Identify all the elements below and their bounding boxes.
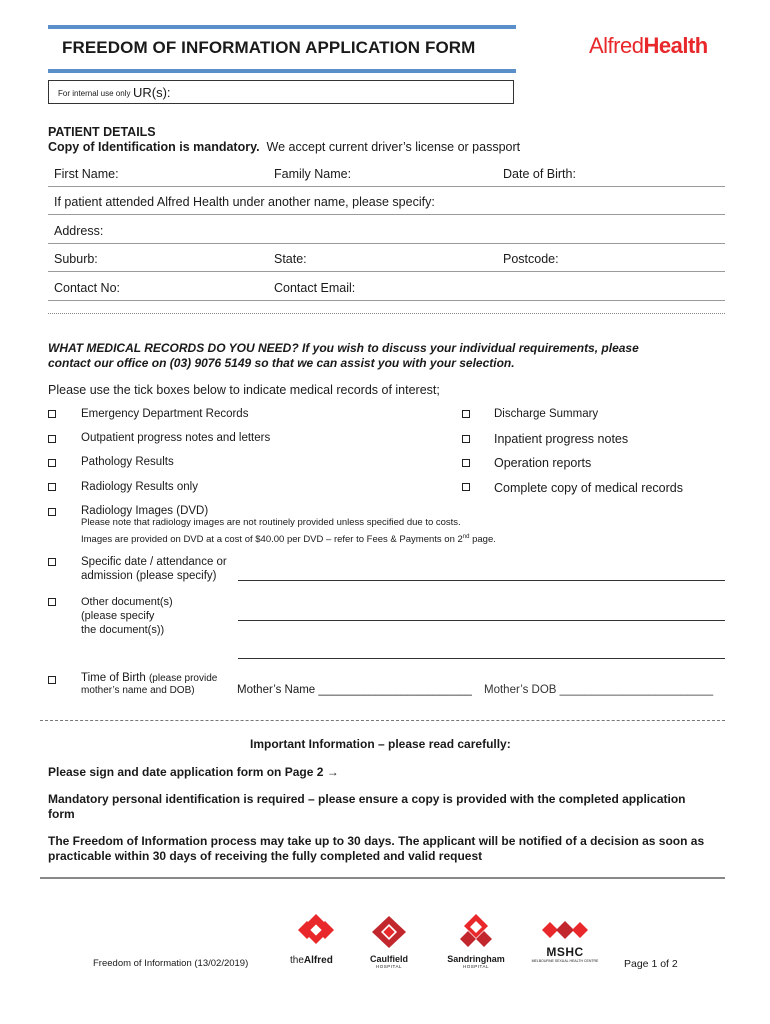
- id-requirement: [48, 140, 520, 154]
- mshc-logo: [530, 918, 600, 963]
- option-complete-copy: Complete copy of medical records: [494, 481, 683, 495]
- mandatory-id-text: [48, 792, 738, 822]
- specific-date-line[interactable]: [238, 580, 725, 581]
- mandatory-line1: Mandatory personal identification is required – please ensure a copy is provided with the completed application: [48, 792, 686, 806]
- alfred-logo-the: the: [290, 955, 304, 966]
- mandatory-line2: form: [48, 807, 75, 821]
- id-mandatory-text: Copy of Identification is mandatory.: [48, 140, 260, 154]
- alfred-health-logo: [589, 33, 708, 59]
- patient-details-heading: PATIENT DETAILS: [48, 125, 156, 139]
- process-text: [48, 834, 738, 864]
- checkbox-inpatient[interactable]: [462, 435, 470, 443]
- option-discharge: Discharge Summary: [494, 408, 599, 420]
- address-label: Address:: [54, 224, 104, 238]
- suburb-label: Suburb:: [54, 252, 98, 266]
- other-documents-line2[interactable]: [238, 658, 725, 659]
- radiology-note-end: page.: [469, 534, 496, 546]
- records-instruction: Please use the tick boxes below to indicate medical records of interest;: [48, 383, 440, 397]
- option-inpatient: Inpatient progress notes: [494, 432, 629, 446]
- option-radiology-images: Radiology Images (DVD): [81, 505, 209, 517]
- checkbox-discharge[interactable]: [462, 410, 470, 418]
- important-heading: Important Information – please read carefully:: [250, 737, 511, 751]
- checkbox-other-documents[interactable]: [48, 598, 56, 606]
- mshc-mark-icon: [530, 918, 600, 940]
- top-rule: [48, 25, 516, 29]
- section-divider: [48, 313, 725, 314]
- tob-label: Time of Birth: [81, 672, 146, 684]
- alfred-logo-text: [290, 955, 340, 966]
- option-emergency: Emergency Department Records: [81, 408, 249, 420]
- dob-label: Date of Birth:: [503, 167, 576, 181]
- alfred-logo-name: Alfred: [303, 955, 333, 966]
- sandringham-sub: HOSPITAL: [463, 964, 489, 969]
- id-accepted-text: We accept current driver’s license or passport: [266, 140, 521, 154]
- family-name-label: Family Name:: [274, 167, 352, 181]
- option-operation: Operation reports: [494, 456, 592, 470]
- option-other-documents: [81, 595, 173, 637]
- option-outpatient: Outpatient progress notes and letters: [81, 432, 271, 444]
- records-question-line2: contact our office on (03) 9076 5149 so that we can assist you with your selection.: [48, 356, 515, 370]
- state-label: State:: [274, 252, 307, 266]
- caulfield-logo: [371, 915, 409, 969]
- checkbox-radiology-images[interactable]: [48, 508, 56, 516]
- mothers-name-field[interactable]: Mother’s Name ________________________: [237, 684, 472, 696]
- mshc-sub: MELBOURNE SEXUAL HEALTH CENTRE: [531, 959, 599, 963]
- footer-divider: [40, 877, 725, 879]
- logo-part-alfred: Alfred: [589, 33, 644, 58]
- sandringham-mark-icon: [446, 913, 506, 949]
- caulfield-mark-icon: [371, 915, 407, 949]
- other-line1: Other document(s): [81, 596, 173, 608]
- internal-use-label: For internal use only: [58, 89, 131, 98]
- other-name-label: If patient attended Alfred Health under another name, please specify:: [54, 195, 435, 209]
- specific-line2: admission (please specify): [81, 570, 217, 582]
- checkbox-radiology-results[interactable]: [48, 483, 56, 491]
- sandringham-logo: [446, 913, 506, 969]
- option-time-of-birth: [81, 672, 217, 697]
- first-name-label: First Name:: [54, 167, 119, 181]
- caulfield-sub: HOSPITAL: [376, 964, 402, 969]
- postcode-label: Postcode:: [503, 252, 559, 266]
- radiology-note-line2: [81, 530, 496, 547]
- radiology-note-line1: Please note that radiology images are not routinely provided unless specified due to costs.: [81, 517, 461, 528]
- other-name-row[interactable]: [48, 194, 725, 215]
- form-version: Freedom of Information (13/02/2019): [93, 958, 249, 969]
- contact-row[interactable]: [48, 280, 725, 301]
- caulfield-name: Caulfield: [369, 954, 408, 964]
- other-line2: (please specify: [81, 610, 155, 622]
- contact-no-label: Contact No:: [54, 281, 121, 295]
- specific-line1: Specific date / attendance or: [81, 556, 227, 568]
- checkbox-specific-date[interactable]: [48, 558, 56, 566]
- sign-instruction: Please sign and date application form on Page 2 →: [48, 765, 339, 779]
- mshc-name: MSHC: [546, 945, 584, 959]
- checkbox-emergency[interactable]: [48, 410, 56, 418]
- the-alfred-logo: [292, 913, 340, 966]
- tob-line1: [81, 672, 217, 685]
- radiology-note-text: Images are provided on DVD at a cost of $40.00 per DVD – refer to Fees & Payments on 2: [81, 534, 463, 546]
- sandringham-name: Sandringham: [447, 954, 505, 964]
- page-title: FREEDOM OF INFORMATION APPLICATION FORM: [62, 38, 476, 57]
- title-rule: [48, 69, 516, 73]
- name-row[interactable]: [48, 166, 725, 187]
- option-specific-date: [81, 555, 227, 583]
- mothers-dob-field[interactable]: Mother’s DOB ________________________: [484, 684, 714, 696]
- internal-use-box[interactable]: [48, 80, 514, 104]
- process-line2: practicable within 30 days of receiving the fully completed and valid request: [48, 849, 483, 863]
- page-number: Page 1 of 2: [624, 958, 678, 970]
- checkbox-time-of-birth[interactable]: [48, 676, 56, 684]
- ur-label: UR(s):: [133, 85, 171, 100]
- address-row[interactable]: [48, 223, 725, 244]
- alfred-cross-icon: [292, 913, 340, 949]
- other-documents-line1[interactable]: [238, 620, 725, 621]
- records-question-line1: WHAT MEDICAL RECORDS DO YOU NEED? If you wish to discuss your individual requirements, please: [48, 341, 639, 355]
- tob-note1: (please provide: [148, 673, 218, 684]
- section-divider: [40, 720, 725, 721]
- tob-note2: mother’s name and DOB): [81, 685, 195, 696]
- checkbox-outpatient[interactable]: [48, 435, 56, 443]
- radiology-note: [81, 516, 496, 547]
- records-question: [48, 341, 728, 371]
- checkbox-pathology[interactable]: [48, 459, 56, 467]
- logo-part-health: Health: [643, 33, 708, 58]
- other-line3: the document(s)): [81, 624, 165, 636]
- option-radiology-results: Radiology Results only: [81, 481, 198, 493]
- option-pathology: Pathology Results: [81, 456, 174, 468]
- suburb-row[interactable]: [48, 251, 725, 272]
- checkbox-operation[interactable]: [462, 459, 470, 467]
- contact-email-label: Contact Email:: [274, 281, 356, 295]
- radiology-note-sup: nd: [462, 534, 470, 540]
- process-line1: The Freedom of Information process may take up to 30 days. The applicant will be notified of a decision as soon as: [48, 834, 705, 848]
- checkbox-complete-copy[interactable]: [462, 483, 470, 491]
